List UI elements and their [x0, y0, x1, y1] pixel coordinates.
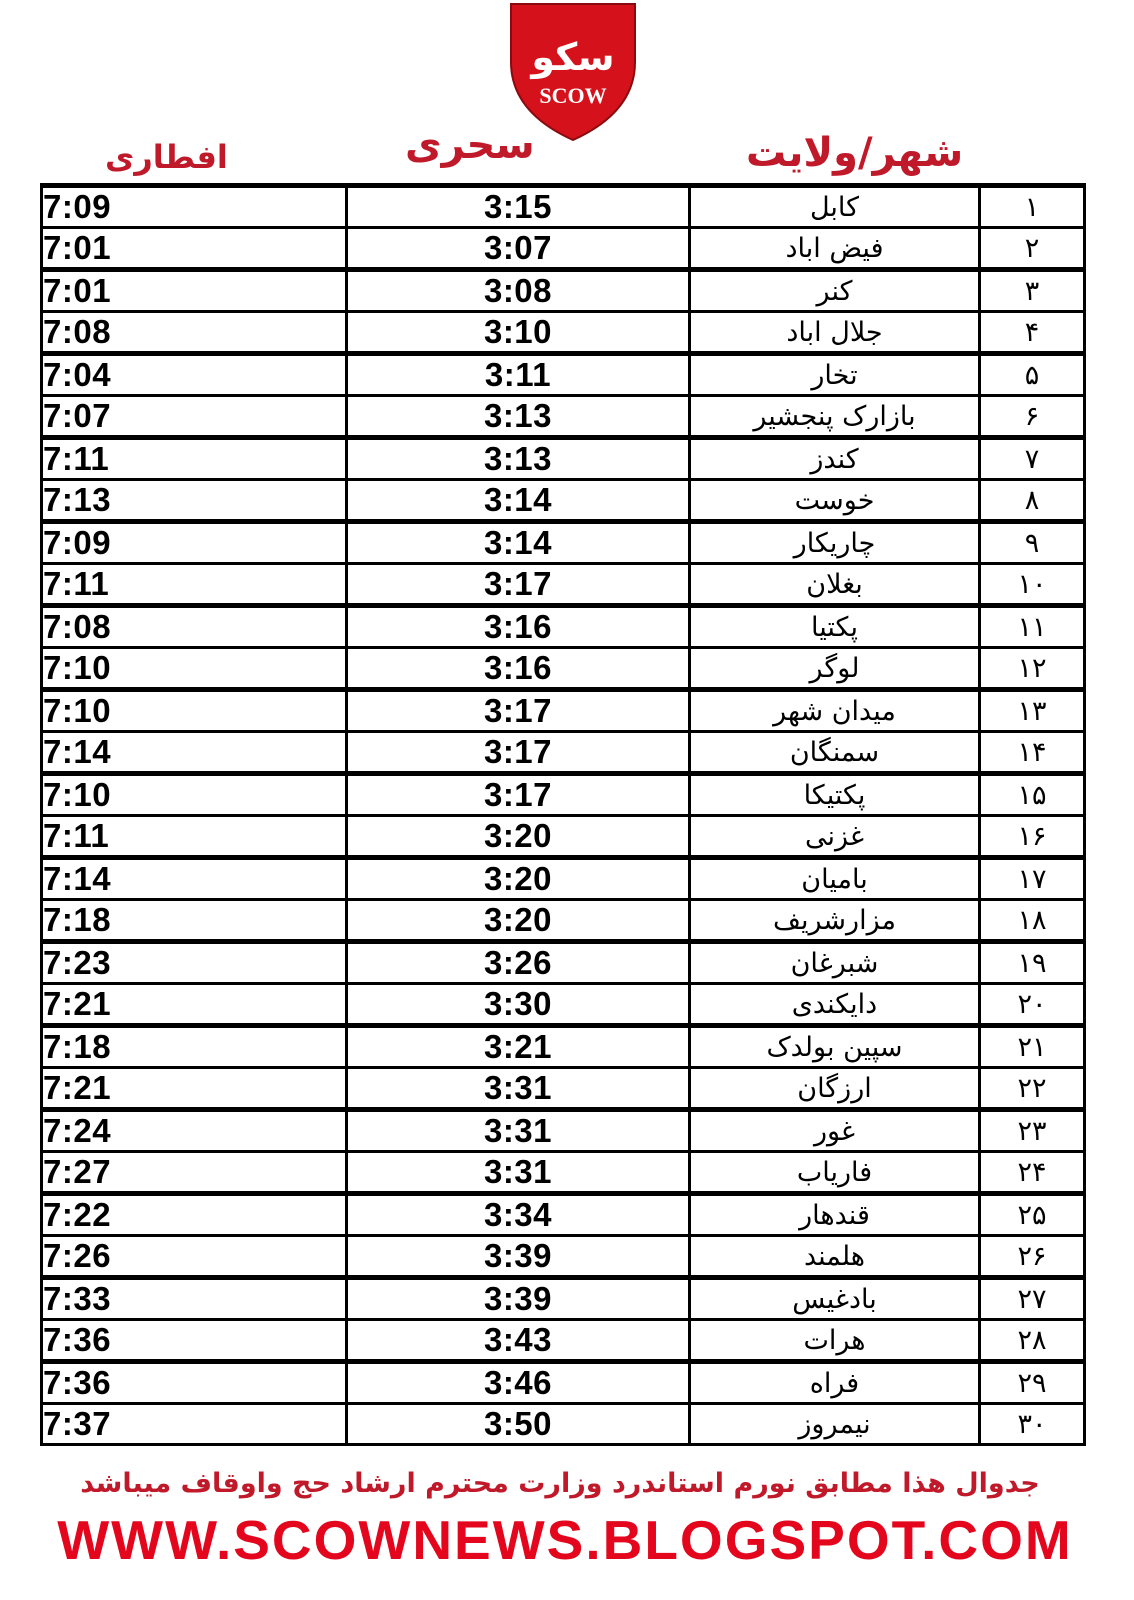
table-row — [42, 690, 1085, 732]
iftari-time: 7:10 — [42, 648, 347, 690]
sahari-time: 3:31 — [347, 1068, 690, 1110]
sahari-time: 3:26 — [347, 942, 690, 984]
sahari-time: 3:39 — [347, 1236, 690, 1278]
sahari-time: 3:07 — [347, 228, 690, 270]
iftari-time: 7:21 — [42, 984, 347, 1026]
table-row — [42, 354, 1085, 396]
sahari-time: 3:34 — [347, 1194, 690, 1236]
iftari-time: 7:04 — [42, 354, 347, 396]
table-row — [42, 732, 1085, 774]
iftari-time: 7:14 — [42, 732, 347, 774]
iftari-time: 7:09 — [42, 522, 347, 564]
iftari-time: 7:36 — [42, 1320, 347, 1362]
city-name: دایکندی — [690, 984, 980, 1026]
iftari-time: 7:10 — [42, 774, 347, 816]
table-row — [42, 1404, 1085, 1445]
iftari-time: 7:08 — [42, 312, 347, 354]
header-iftari: افطاری — [105, 138, 228, 176]
header-sahari: سحری — [405, 122, 535, 168]
logo-latin-text: SCOW — [539, 83, 607, 108]
iftari-time: 7:11 — [42, 816, 347, 858]
row-number: ۴ — [980, 312, 1085, 354]
row-number: ۶ — [980, 396, 1085, 438]
logo-arabic-text: سکو — [531, 35, 615, 79]
row-number: ۷ — [980, 438, 1085, 480]
row-number: ۲۰ — [980, 984, 1085, 1026]
row-number: ۳ — [980, 270, 1085, 312]
city-name: پکتیا — [690, 606, 980, 648]
iftari-time: 7:07 — [42, 396, 347, 438]
sahari-time: 3:46 — [347, 1362, 690, 1404]
table-row — [42, 1152, 1085, 1194]
row-number: ۱۶ — [980, 816, 1085, 858]
table-row — [42, 1110, 1085, 1152]
table-row — [42, 942, 1085, 984]
scow-logo — [503, 0, 643, 142]
iftari-time: 7:21 — [42, 1068, 347, 1110]
sahari-time: 3:31 — [347, 1110, 690, 1152]
sahari-time: 3:10 — [347, 312, 690, 354]
sahari-time: 3:20 — [347, 858, 690, 900]
iftari-time: 7:18 — [42, 900, 347, 942]
city-name: چاریکار — [690, 522, 980, 564]
table-row — [42, 1026, 1085, 1068]
row-number: ۲۲ — [980, 1068, 1085, 1110]
table-row — [42, 648, 1085, 690]
table-row — [42, 1068, 1085, 1110]
footer-url[interactable]: WWW.SCOWNEWS.BLOGSPOT.COM — [57, 1509, 1073, 1571]
sahari-time: 3:31 — [347, 1152, 690, 1194]
table-row — [42, 1362, 1085, 1404]
sahari-time: 3:17 — [347, 690, 690, 732]
city-name: جلال اباد — [690, 312, 980, 354]
city-name: پکتیکا — [690, 774, 980, 816]
city-name: کندز — [690, 438, 980, 480]
table-row — [42, 438, 1085, 480]
city-name: بادغیس — [690, 1278, 980, 1320]
iftari-time: 7:24 — [42, 1110, 347, 1152]
iftari-time: 7:09 — [42, 186, 347, 228]
table-row — [42, 480, 1085, 522]
city-name: غزنی — [690, 816, 980, 858]
city-name: بغلان — [690, 564, 980, 606]
sahari-time: 3:08 — [347, 270, 690, 312]
row-number: ۱۴ — [980, 732, 1085, 774]
iftari-time: 7:33 — [42, 1278, 347, 1320]
table-row — [42, 270, 1085, 312]
table-row — [42, 1320, 1085, 1362]
row-number: ۲۱ — [980, 1026, 1085, 1068]
iftari-time: 7:14 — [42, 858, 347, 900]
shield-icon — [503, 0, 643, 142]
iftari-time: 7:11 — [42, 564, 347, 606]
row-number: ۱۷ — [980, 858, 1085, 900]
city-name: شبرغان — [690, 942, 980, 984]
city-name: لوگر — [690, 648, 980, 690]
row-number: ۲۳ — [980, 1110, 1085, 1152]
table-row — [42, 228, 1085, 270]
city-name: سپین بولدک — [690, 1026, 980, 1068]
table-row — [42, 984, 1085, 1026]
iftari-time: 7:18 — [42, 1026, 347, 1068]
row-number: ۵ — [980, 354, 1085, 396]
sahari-time: 3:30 — [347, 984, 690, 1026]
city-name: فراه — [690, 1362, 980, 1404]
row-number: ۱۵ — [980, 774, 1085, 816]
table-row — [42, 858, 1085, 900]
iftari-time: 7:36 — [42, 1362, 347, 1404]
city-name: فیض اباد — [690, 228, 980, 270]
row-number: ۲۸ — [980, 1320, 1085, 1362]
iftari-time: 7:27 — [42, 1152, 347, 1194]
city-name: سمنگان — [690, 732, 980, 774]
sahari-time: 3:50 — [347, 1404, 690, 1445]
iftari-time: 7:01 — [42, 228, 347, 270]
city-name: فاریاب — [690, 1152, 980, 1194]
row-number: ۱۱ — [980, 606, 1085, 648]
city-name: هرات — [690, 1320, 980, 1362]
city-name: ارزگان — [690, 1068, 980, 1110]
sahari-time: 3:21 — [347, 1026, 690, 1068]
sahari-time: 3:13 — [347, 396, 690, 438]
row-number: ۱۹ — [980, 942, 1085, 984]
row-number: ۱۳ — [980, 690, 1085, 732]
table-row — [42, 1236, 1085, 1278]
sahari-time: 3:17 — [347, 564, 690, 606]
row-number: ۱۲ — [980, 648, 1085, 690]
city-name: غور — [690, 1110, 980, 1152]
iftari-time: 7:01 — [42, 270, 347, 312]
row-number: ۹ — [980, 522, 1085, 564]
schedule-table-body — [42, 186, 1085, 1445]
iftari-time: 7:23 — [42, 942, 347, 984]
table-row — [42, 186, 1085, 228]
sahari-time: 3:16 — [347, 606, 690, 648]
sahari-time: 3:14 — [347, 522, 690, 564]
row-number: ۲۴ — [980, 1152, 1085, 1194]
table-row — [42, 312, 1085, 354]
row-number: ۲۶ — [980, 1236, 1085, 1278]
table-row — [42, 606, 1085, 648]
sahari-time: 3:15 — [347, 186, 690, 228]
sahari-time: 3:20 — [347, 816, 690, 858]
sahari-time: 3:16 — [347, 648, 690, 690]
city-name: بامیان — [690, 858, 980, 900]
sahari-time: 3:17 — [347, 732, 690, 774]
iftari-time: 7:08 — [42, 606, 347, 648]
table-row — [42, 564, 1085, 606]
table-row — [42, 816, 1085, 858]
sahari-time: 3:11 — [347, 354, 690, 396]
footer-note: جدوال هذا مطابق نورم استاندرد وزارت محترم ارشاد حج واوقاف میباشد — [80, 1468, 1040, 1499]
iftari-time: 7:11 — [42, 438, 347, 480]
sahari-time: 3:39 — [347, 1278, 690, 1320]
table-row — [42, 1194, 1085, 1236]
row-number: ۱ — [980, 186, 1085, 228]
row-number: ۳۰ — [980, 1404, 1085, 1445]
table-row — [42, 900, 1085, 942]
row-number: ۲۷ — [980, 1278, 1085, 1320]
table-row — [42, 396, 1085, 438]
iftari-time: 7:22 — [42, 1194, 347, 1236]
city-name: بازارک پنجشیر — [690, 396, 980, 438]
row-number: ۱۸ — [980, 900, 1085, 942]
city-name: کابل — [690, 186, 980, 228]
row-number: ۲۹ — [980, 1362, 1085, 1404]
city-name: قندهار — [690, 1194, 980, 1236]
city-name: تخار — [690, 354, 980, 396]
sahari-time: 3:20 — [347, 900, 690, 942]
table-row — [42, 774, 1085, 816]
row-number: ۱۰ — [980, 564, 1085, 606]
city-name: مزارشریف — [690, 900, 980, 942]
schedule-table — [40, 183, 1086, 1446]
iftari-time: 7:13 — [42, 480, 347, 522]
sahari-time: 3:17 — [347, 774, 690, 816]
row-number: ۲ — [980, 228, 1085, 270]
sahari-time: 3:14 — [347, 480, 690, 522]
sahari-time: 3:43 — [347, 1320, 690, 1362]
iftari-time: 7:26 — [42, 1236, 347, 1278]
header-city: شهر/ولایت — [746, 130, 964, 176]
table-row — [42, 1278, 1085, 1320]
iftari-time: 7:10 — [42, 690, 347, 732]
city-name: کنر — [690, 270, 980, 312]
iftari-time: 7:37 — [42, 1404, 347, 1445]
table-row — [42, 522, 1085, 564]
row-number: ۸ — [980, 480, 1085, 522]
city-name: نیمروز — [690, 1404, 980, 1445]
city-name: هلمند — [690, 1236, 980, 1278]
city-name: میدان شهر — [690, 690, 980, 732]
sahari-time: 3:13 — [347, 438, 690, 480]
city-name: خوست — [690, 480, 980, 522]
row-number: ۲۵ — [980, 1194, 1085, 1236]
